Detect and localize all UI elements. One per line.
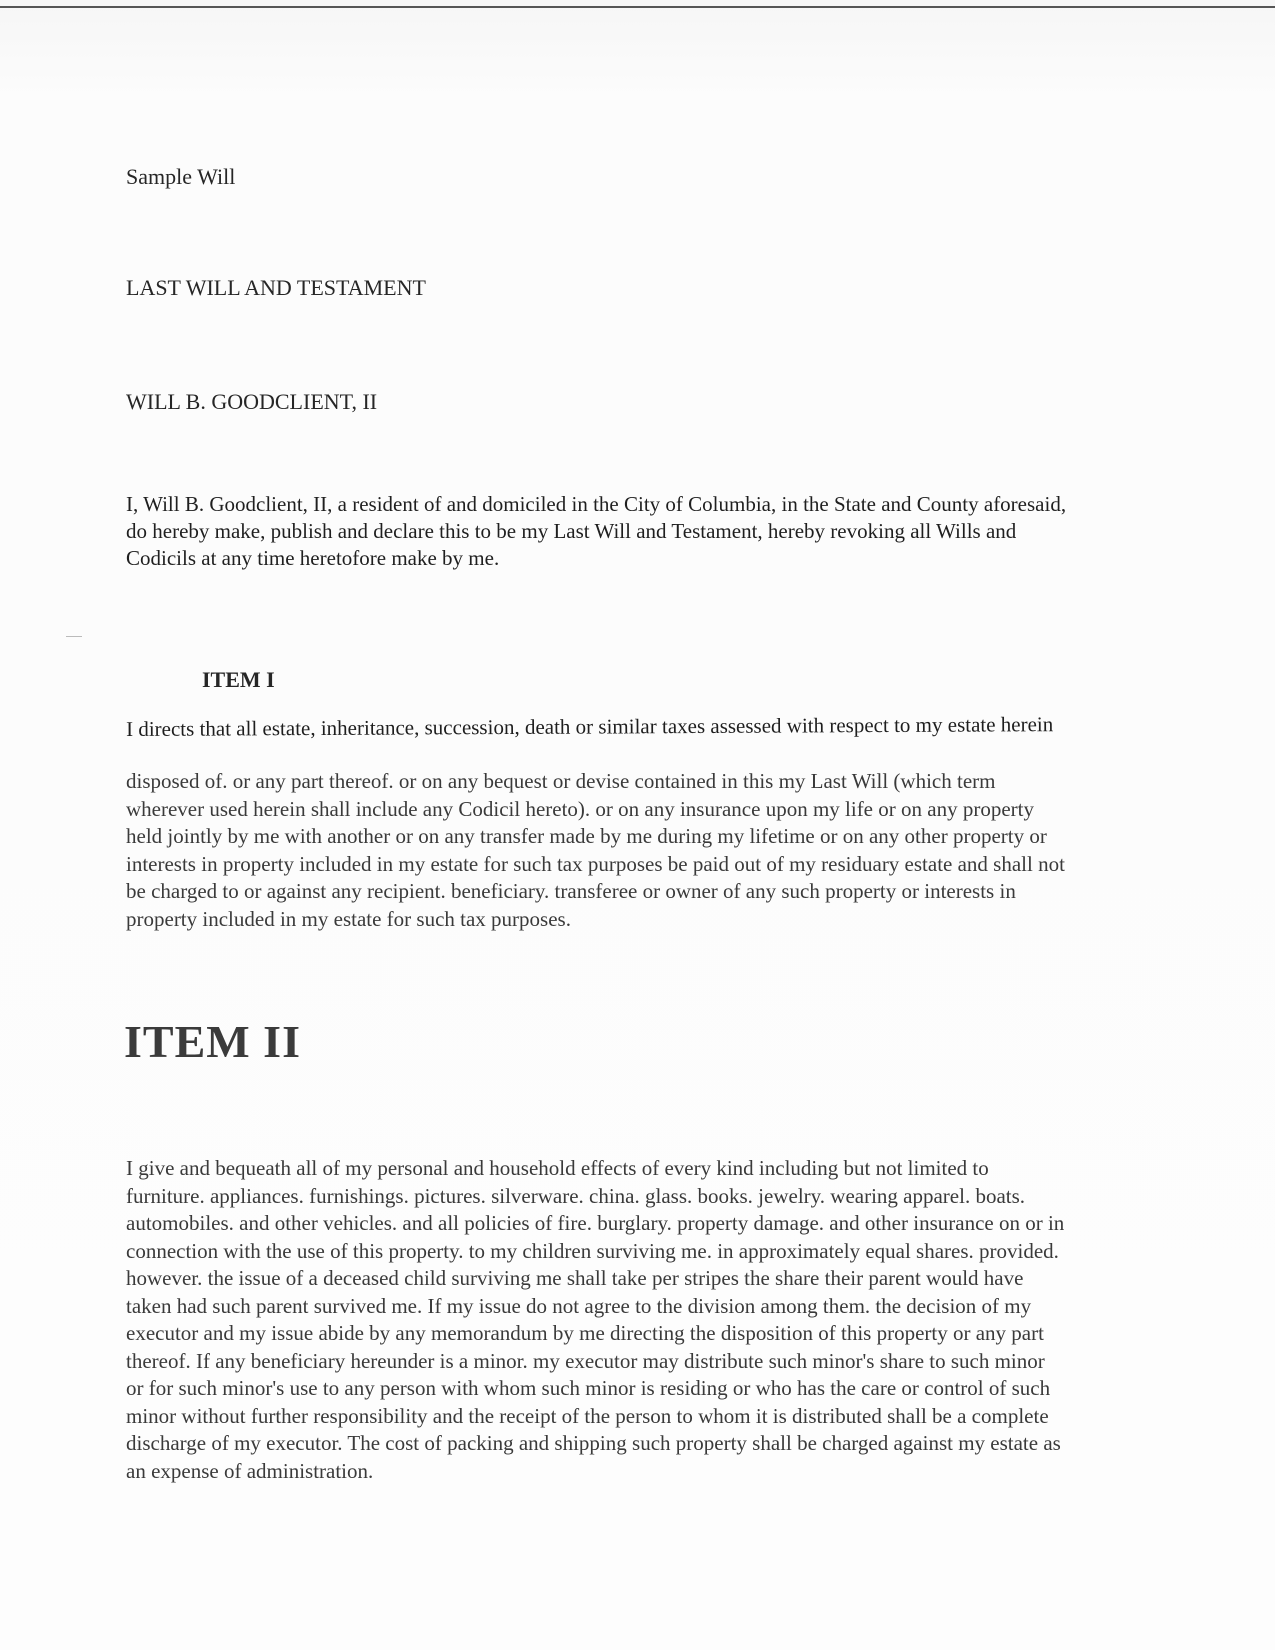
- item-1-line: interests in property included in my estate for such tax purposes be paid out of my residuary estate and shall not: [126, 851, 1065, 876]
- item-1-line: property included in my estate for such tax purposes.: [126, 906, 571, 931]
- item-2-heading: ITEM II: [124, 1016, 301, 1067]
- item-2-line: discharge of my executor. The cost of packing and shipping such property shall be charged against my estate as: [126, 1431, 1061, 1455]
- item-1-lead-line: I directs that all estate, inheritance, succession, death or similar taxes assessed with respect to my estate herein: [126, 712, 1054, 741]
- item-1-line: disposed of. or any part thereof. or on any bequest or devise contained in this my Last Will (which term: [126, 769, 996, 793]
- item-2-line: executor and my issue abide by any memorandum by me directing the disposition of this property or any part: [126, 1321, 1044, 1345]
- item-1-body: [126, 768, 1065, 933]
- item-2-line: taken had such parent survived me. If my issue do not agree to the division among them. the decision of my: [126, 1293, 1032, 1318]
- item-2-line: connection with the use of this property. to my children surviving me. in approximately equal shares. provided.: [126, 1238, 1059, 1263]
- document-label: Sample Will: [126, 164, 236, 189]
- document-title: LAST WILL AND TESTAMENT: [126, 275, 426, 300]
- testator-name: WILL B. GOODCLIENT, II: [126, 389, 378, 414]
- item-1-heading: ITEM I: [202, 667, 275, 692]
- item-1-line: be charged to or against any recipient. beneficiary. transferee or owner of any such property or interests in: [126, 879, 1016, 903]
- item-1-line: held jointly by me with another or on any transfer made by me during my lifetime or on any other property or: [126, 824, 1047, 848]
- item-2-line: however. the issue of a deceased child surviving me shall take per stripes the share their parent would have: [126, 1266, 1024, 1290]
- intro-paragraph: [126, 491, 1066, 572]
- item-2-line: an expense of administration.: [126, 1458, 374, 1483]
- scan-margin-mark: [66, 636, 82, 637]
- intro-line: do hereby make, publish and declare this to be my Last Will and Testament, hereby revoking all Wills and: [126, 519, 1017, 543]
- item-2-line: automobiles. and other vehicles. and all policies of fire. burglary. property damage. and other insurance on or in: [126, 1211, 1065, 1235]
- item-2-line: or for such minor's use to any person with whom such minor is residing or who has the care or control of such: [126, 1376, 1051, 1400]
- item-2-line: furniture. appliances. furnishings. pictures. silverware. china. glass. books. jewelry. wearing apparel. boats.: [126, 1183, 1026, 1208]
- intro-line: I, Will B. Goodclient, II, a resident of and domiciled in the City of Columbia, in the State and County aforesaid,: [126, 492, 1067, 516]
- item-2-line: thereof. If any beneficiary hereunder is a minor. my executor may distribute such minor's share to such minor: [126, 1348, 1045, 1373]
- item-2-body: [126, 1155, 1064, 1485]
- item-1-line: wherever used herein shall include any Codicil hereto). or on any insurance upon my life or on any property: [126, 796, 1034, 821]
- item-2-line: minor without further responsibility and the receipt of the person to whom it is distributed shall be a complete: [126, 1403, 1049, 1428]
- intro-line: Codicils at any time heretofore make by me.: [126, 546, 500, 570]
- item-2-line: I give and bequeath all of my personal and household effects of every kind including but not limited to: [126, 1156, 989, 1180]
- scan-top-rule: [0, 6, 1275, 8]
